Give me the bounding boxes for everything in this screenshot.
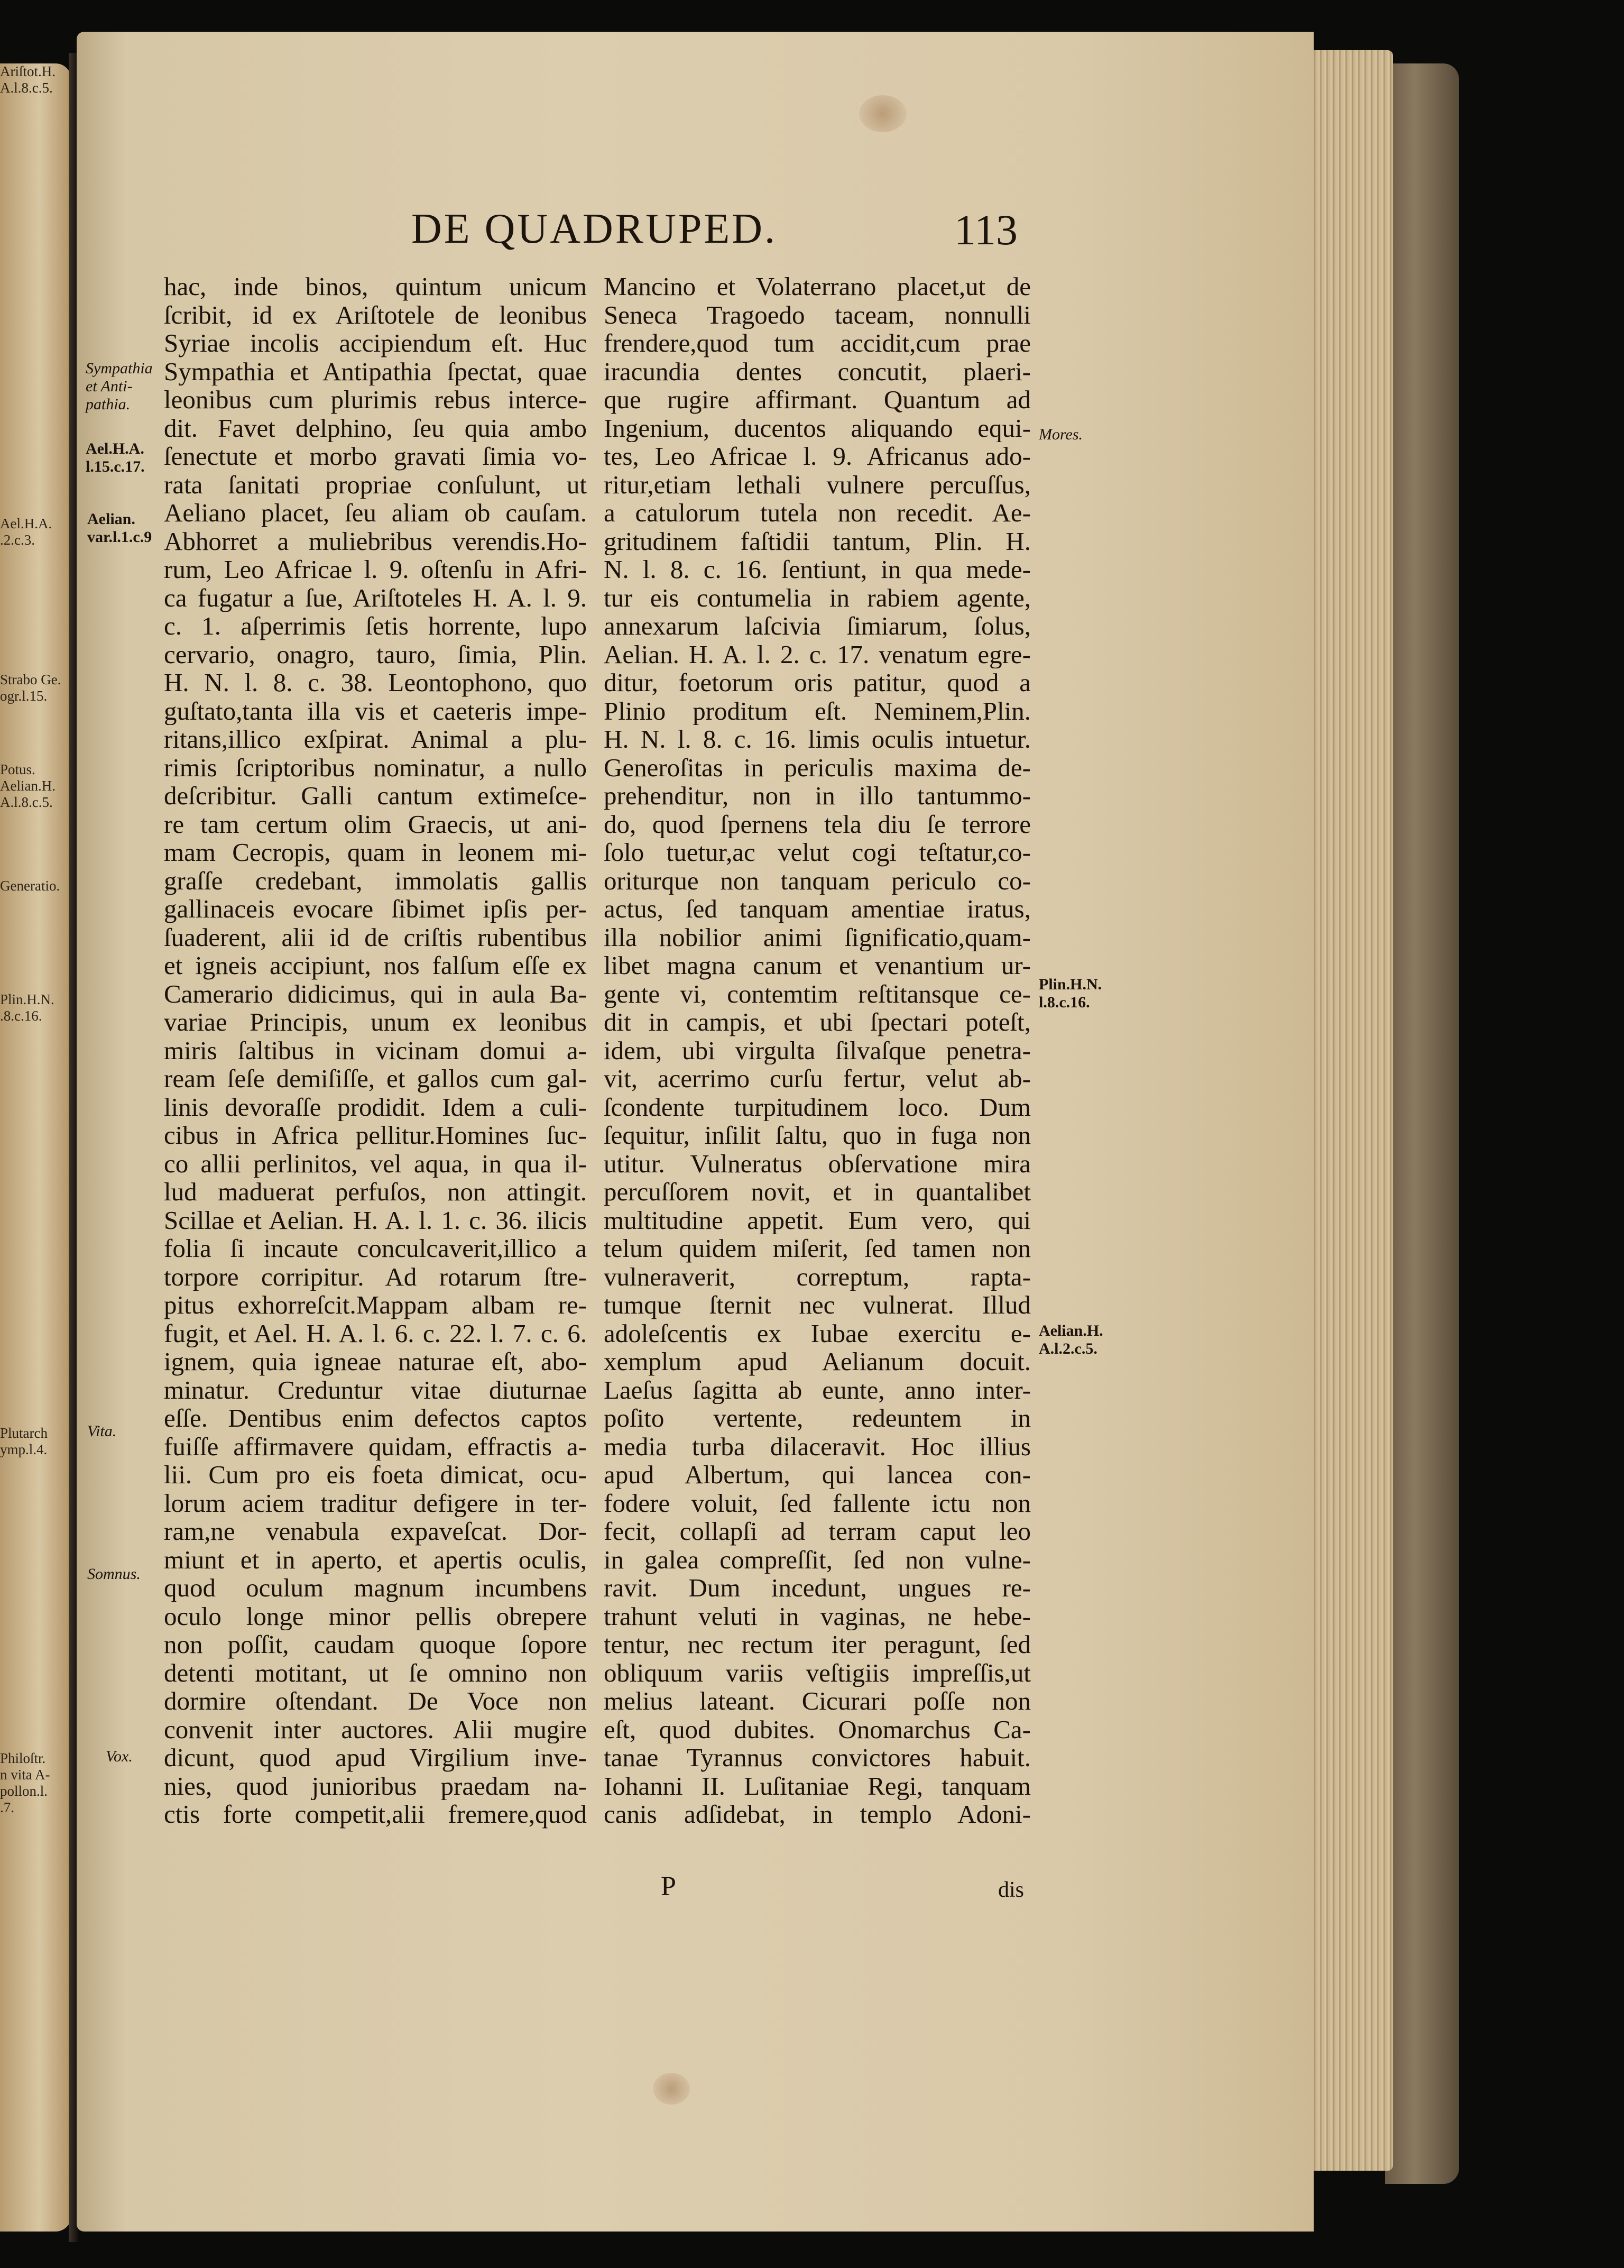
text-line: variae Principis, unum ex leonibus xyxy=(164,1008,587,1036)
text-line: eſt, quod dubites. Onomarchus Ca- xyxy=(604,1715,1031,1743)
text-line: ſcribit, id ex Ariſtotele de leonibus xyxy=(164,300,587,329)
margin-note: Somnus. xyxy=(87,1565,141,1583)
text-line: gente vi, contemtim reſtitansque ce- xyxy=(604,979,1031,1008)
text-line: gallinaceis evocare ſibimet ipſis per- xyxy=(164,895,587,923)
text-line: Iohanni II. Luſitaniae Regi, tanquam xyxy=(604,1771,1031,1800)
text-line: Aeliano placet, ſeu aliam ob cauſam. xyxy=(164,499,587,527)
text-line: ditur, foetorum oris patitur, quod a xyxy=(604,668,1031,697)
text-line: prehenditur, non in illo tantummo- xyxy=(604,782,1031,810)
text-line: fuiſſe affirmavere quidam, effractis a- xyxy=(164,1432,587,1461)
text-line: re tam certum olim Graecis, ut ani- xyxy=(164,810,587,838)
text-line: gritudinem faſtidii tantum, Plin. H. xyxy=(604,527,1031,555)
text-line: frendere,quod tum accidit,cum prae xyxy=(604,329,1031,357)
text-line: apud Albertum, qui lancea con- xyxy=(604,1461,1031,1489)
facing-note: Philoſtr. n vita A- pollon.l. .7. xyxy=(0,1750,50,1815)
text-line: ſcondente turpitudinem loco. Dum xyxy=(604,1092,1031,1121)
text-line: ravit. Dum incedunt, ungues re- xyxy=(604,1574,1031,1602)
text-line: Generoſitas in periculis maxima de- xyxy=(604,753,1031,782)
text-line: ritans,illico exſpirat. Animal a plu- xyxy=(164,725,587,754)
margin-note: Ael.H.A. l.15.c.17. xyxy=(86,440,145,475)
text-line: annexarum laſcivia ſimiarum, ſolus, xyxy=(604,612,1031,640)
facing-note: Generatio. xyxy=(0,878,60,894)
text-line: tur eis contumelia in rabiem agente, xyxy=(604,583,1031,612)
facing-page-left xyxy=(0,63,71,2232)
text-line: Plinio proditum eſt. Neminem,Plin. xyxy=(604,696,1031,725)
margin-note: Mores. xyxy=(1039,426,1083,443)
text-line: non poſſit, caudam quoque ſopore xyxy=(164,1630,587,1659)
text-line: tentur, nec rectum iter peragunt, ſed xyxy=(604,1630,1031,1659)
text-line: hac, inde binos, quintum unicum xyxy=(164,272,587,301)
text-line: cervario, onagro, tauro, ſimia, Plin. xyxy=(164,640,587,668)
text-line: ſolo tuetur,ac velut cogi teſtatur,co- xyxy=(604,838,1031,867)
text-line: media turba dilaceravit. Hoc illius xyxy=(604,1432,1031,1461)
text-line: folia ſi incaute conculcaverit,illico a xyxy=(164,1234,587,1263)
facing-note: Ael.H.A. .2.c.3. xyxy=(0,516,52,548)
text-line: detenti motitant, ut ſe omnino non xyxy=(164,1658,587,1687)
text-column-right xyxy=(604,272,1031,1829)
facing-note: Plutarch ymp.l.4. xyxy=(0,1425,48,1457)
facing-note: Plin.H.N. .8.c.16. xyxy=(0,991,54,1024)
text-line: trahunt veluti in vaginas, ne hebe- xyxy=(604,1602,1031,1630)
text-line: fecit, collapſi ad terram caput leo xyxy=(604,1517,1031,1546)
text-line: nies, quod junioribus praedam na- xyxy=(164,1771,587,1800)
catchword: dis xyxy=(998,1878,1025,1902)
text-line: in galea compreſſit, ſed non vulne- xyxy=(604,1545,1031,1574)
margin-note: Aelian.H. A.l.2.c.5. xyxy=(1039,1322,1103,1357)
text-line: adoleſcentis ex Iubae exercitu e- xyxy=(604,1319,1031,1347)
text-line: ream ſeſe demiſiſſe, et gallos cum gal- xyxy=(164,1064,587,1093)
text-line: illa nobilior animi ſignificatio,quam- xyxy=(604,923,1031,951)
signature-mark: P xyxy=(661,1871,676,1902)
text-line: oculo longe minor pellis obrepere xyxy=(164,1602,587,1630)
text-line: ctis forte competit,alii fremere,quod xyxy=(164,1800,587,1829)
text-line: convenit inter auctores. Alii mugire xyxy=(164,1715,587,1743)
text-line: Seneca Tragoedo taceam, nonnulli xyxy=(604,300,1031,329)
text-line: ca fugatur a ſue, Ariſtoteles H. A. l. 9. xyxy=(164,583,587,612)
book-cover-edge xyxy=(1385,63,1459,2184)
text-line: melius lateant. Cicurari poſſe non xyxy=(604,1687,1031,1715)
text-line: mam Cecropis, quam in leonem mi- xyxy=(164,838,587,867)
text-line: lii. Cum pro eis foeta dimicat, ocu- xyxy=(164,1461,587,1489)
text-line: pitus exhorreſcit.Mappam albam re- xyxy=(164,1291,587,1319)
text-line: ſuaderent, alii id de criſtis rubentibus xyxy=(164,923,587,951)
text-line: graſſe credebant, immolatis gallis xyxy=(164,866,587,895)
text-line: lud maduerat perfuſos, non attingit. xyxy=(164,1178,587,1206)
text-line: Sympathia et Antipathia ſpectat, quae xyxy=(164,357,587,385)
text-line: Camerario didicimus, qui in aula Ba- xyxy=(164,979,587,1008)
text-line: tumque ſternit nec vulnerat. Illud xyxy=(604,1291,1031,1319)
text-line: percuſſorem novit, et in quantalibet xyxy=(604,1178,1031,1206)
text-line: Scillae et Aelian. H. A. l. 1. c. 36. ilicis xyxy=(164,1206,587,1234)
text-column-left xyxy=(164,272,587,1829)
facing-note: Ariſtot.H. A.l.8.c.5. xyxy=(0,63,56,96)
text-line: Laeſus ſagitta ab eunte, anno inter- xyxy=(604,1375,1031,1404)
page-number: 113 xyxy=(954,206,1018,254)
margin-note: Aelian. var.l.1.c.9 xyxy=(87,510,152,546)
text-line: lorum aciem traditur defigere in ter- xyxy=(164,1489,587,1517)
margin-note: Sympathia et Anti- pathia. xyxy=(86,360,153,413)
text-line: vit, acerrimo curſu fertur, velut ab- xyxy=(604,1064,1031,1093)
text-line: a catulorum tutela non recedit. Ae- xyxy=(604,499,1031,527)
text-line: deſcribitur. Galli cantum extimeſce- xyxy=(164,782,587,810)
text-line: libet magna canum et venantium ur- xyxy=(604,951,1031,980)
text-line: quod oculum magnum incumbens xyxy=(164,1574,587,1602)
text-line: fodere voluit, ſed fallente ictu non xyxy=(604,1489,1031,1517)
text-line: leonibus cum plurimis rebus interce- xyxy=(164,385,587,414)
text-line: Syriae incolis accipiendum eſt. Huc xyxy=(164,329,587,357)
text-line: c. 1. aſperrimis ſetis horrente, lupo xyxy=(164,612,587,640)
foxing-stain xyxy=(653,2073,690,2105)
text-line: ſenectute et morbo gravati ſimia vo- xyxy=(164,442,587,471)
text-line: dormire oſtendant. De Voce non xyxy=(164,1687,587,1715)
text-line: idem, ubi virgulta ſilvaſque penetra- xyxy=(604,1036,1031,1064)
text-line: multitudine appetit. Eum vero, qui xyxy=(604,1206,1031,1234)
text-line: dit in campis, et ubi ſpectari poteſt, xyxy=(604,1008,1031,1036)
text-line: Abhorret a muliebribus verendis.Ho- xyxy=(164,527,587,555)
text-line: iracundia dentes concutit, plaeri- xyxy=(604,357,1031,385)
text-line: ram,ne venabula expaveſcat. Dor- xyxy=(164,1517,587,1546)
text-line: minatur. Creduntur vitae diuturnae xyxy=(164,1375,587,1404)
text-line: rata ſanitati propriae conſulunt, ut xyxy=(164,470,587,499)
text-line: ritur,etiam lethali vulnere percuſſus, xyxy=(604,470,1031,499)
text-line: vulneraverit, correptum, rapta- xyxy=(604,1262,1031,1291)
text-line: ignem, quia igneae naturae eſt, abo- xyxy=(164,1347,587,1376)
text-line: utitur. Vulneratus obſervatione mira xyxy=(604,1149,1031,1178)
text-line: obliquum variis veſtigiis impreſſis,ut xyxy=(604,1658,1031,1687)
text-line: eſſe. Dentibus enim defectos captos xyxy=(164,1404,587,1433)
text-line: oriturque non tanquam periculo co- xyxy=(604,866,1031,895)
text-line: poſito vertente, redeuntem in xyxy=(604,1404,1031,1433)
text-line: tanae Tyrannus convictores habuit. xyxy=(604,1743,1031,1772)
text-line: miunt et in aperto, et apertis oculis, xyxy=(164,1545,587,1574)
text-line: N. l. 8. c. 16. ſentiunt, in qua mede- xyxy=(604,555,1031,584)
text-line: Ingenium, ducentos aliquando equi- xyxy=(604,414,1031,442)
text-line: co allii perlinitos, vel aqua, in qua il- xyxy=(164,1149,587,1178)
text-line: canis adſidebat, in templo Adoni- xyxy=(604,1800,1031,1829)
text-line: Aelian. H. A. l. 2. c. 17. venatum egre- xyxy=(604,640,1031,668)
foxing-stain xyxy=(859,95,907,132)
text-line: tes, Leo Africae l. 9. Africanus ado- xyxy=(604,442,1031,471)
text-line: xemplum apud Aelianum docuit. xyxy=(604,1347,1031,1376)
text-line: cibus in Africa pellitur.Homines ſuc- xyxy=(164,1121,587,1150)
text-line: do, quod ſpernens tela diu ſe terrore xyxy=(604,810,1031,838)
facing-note: Potus. Aelian.H. A.l.8.c.5. xyxy=(0,761,56,810)
margin-note: Vita. xyxy=(87,1422,117,1440)
text-line: H. N. l. 8. c. 16. limis oculis intuetur. xyxy=(604,725,1031,754)
text-line: que rugire affirmant. Quantum ad xyxy=(604,385,1031,414)
text-line: actus, ſed tanquam amentiae iratus, xyxy=(604,895,1031,923)
facing-note: Strabo Ge. ogr.l.15. xyxy=(0,672,61,704)
text-line: Mancino et Volaterrano placet,ut de xyxy=(604,272,1031,301)
text-line: H. N. l. 8. c. 38. Leontophono, quo xyxy=(164,668,587,697)
text-line: dicunt, quod apud Virgilium inve- xyxy=(164,1743,587,1772)
text-line: et igneis accipiunt, nos falſum eſſe ex xyxy=(164,951,587,980)
text-line: rum, Leo Africae l. 9. oſtenſu in Afri- xyxy=(164,555,587,584)
text-line: linis devoraſſe prodidit. Idem a culi- xyxy=(164,1092,587,1121)
text-line: rimis ſcriptoribus nominatur, a nullo xyxy=(164,753,587,782)
text-line: fugit, et Ael. H. A. l. 6. c. 22. l. 7. c. 6. xyxy=(164,1319,587,1347)
text-line: dit. Favet delphino, ſeu quia ambo xyxy=(164,414,587,442)
running-head: DE QUADRUPED. xyxy=(411,206,777,252)
text-line: ſequitur, inſilit ſaltu, quo in fuga non xyxy=(604,1121,1031,1150)
text-line: torpore corripitur. Ad rotarum ſtre- xyxy=(164,1262,587,1291)
text-line: telum quidem miſerit, ſed tamen non xyxy=(604,1234,1031,1263)
text-line: guſtato,tanta illa vis et caeteris impe- xyxy=(164,696,587,725)
margin-note: Plin.H.N. l.8.c.16. xyxy=(1039,976,1102,1011)
text-line: miris ſaltibus in vicinam domui a- xyxy=(164,1036,587,1064)
margin-note: Vox. xyxy=(106,1748,133,1765)
